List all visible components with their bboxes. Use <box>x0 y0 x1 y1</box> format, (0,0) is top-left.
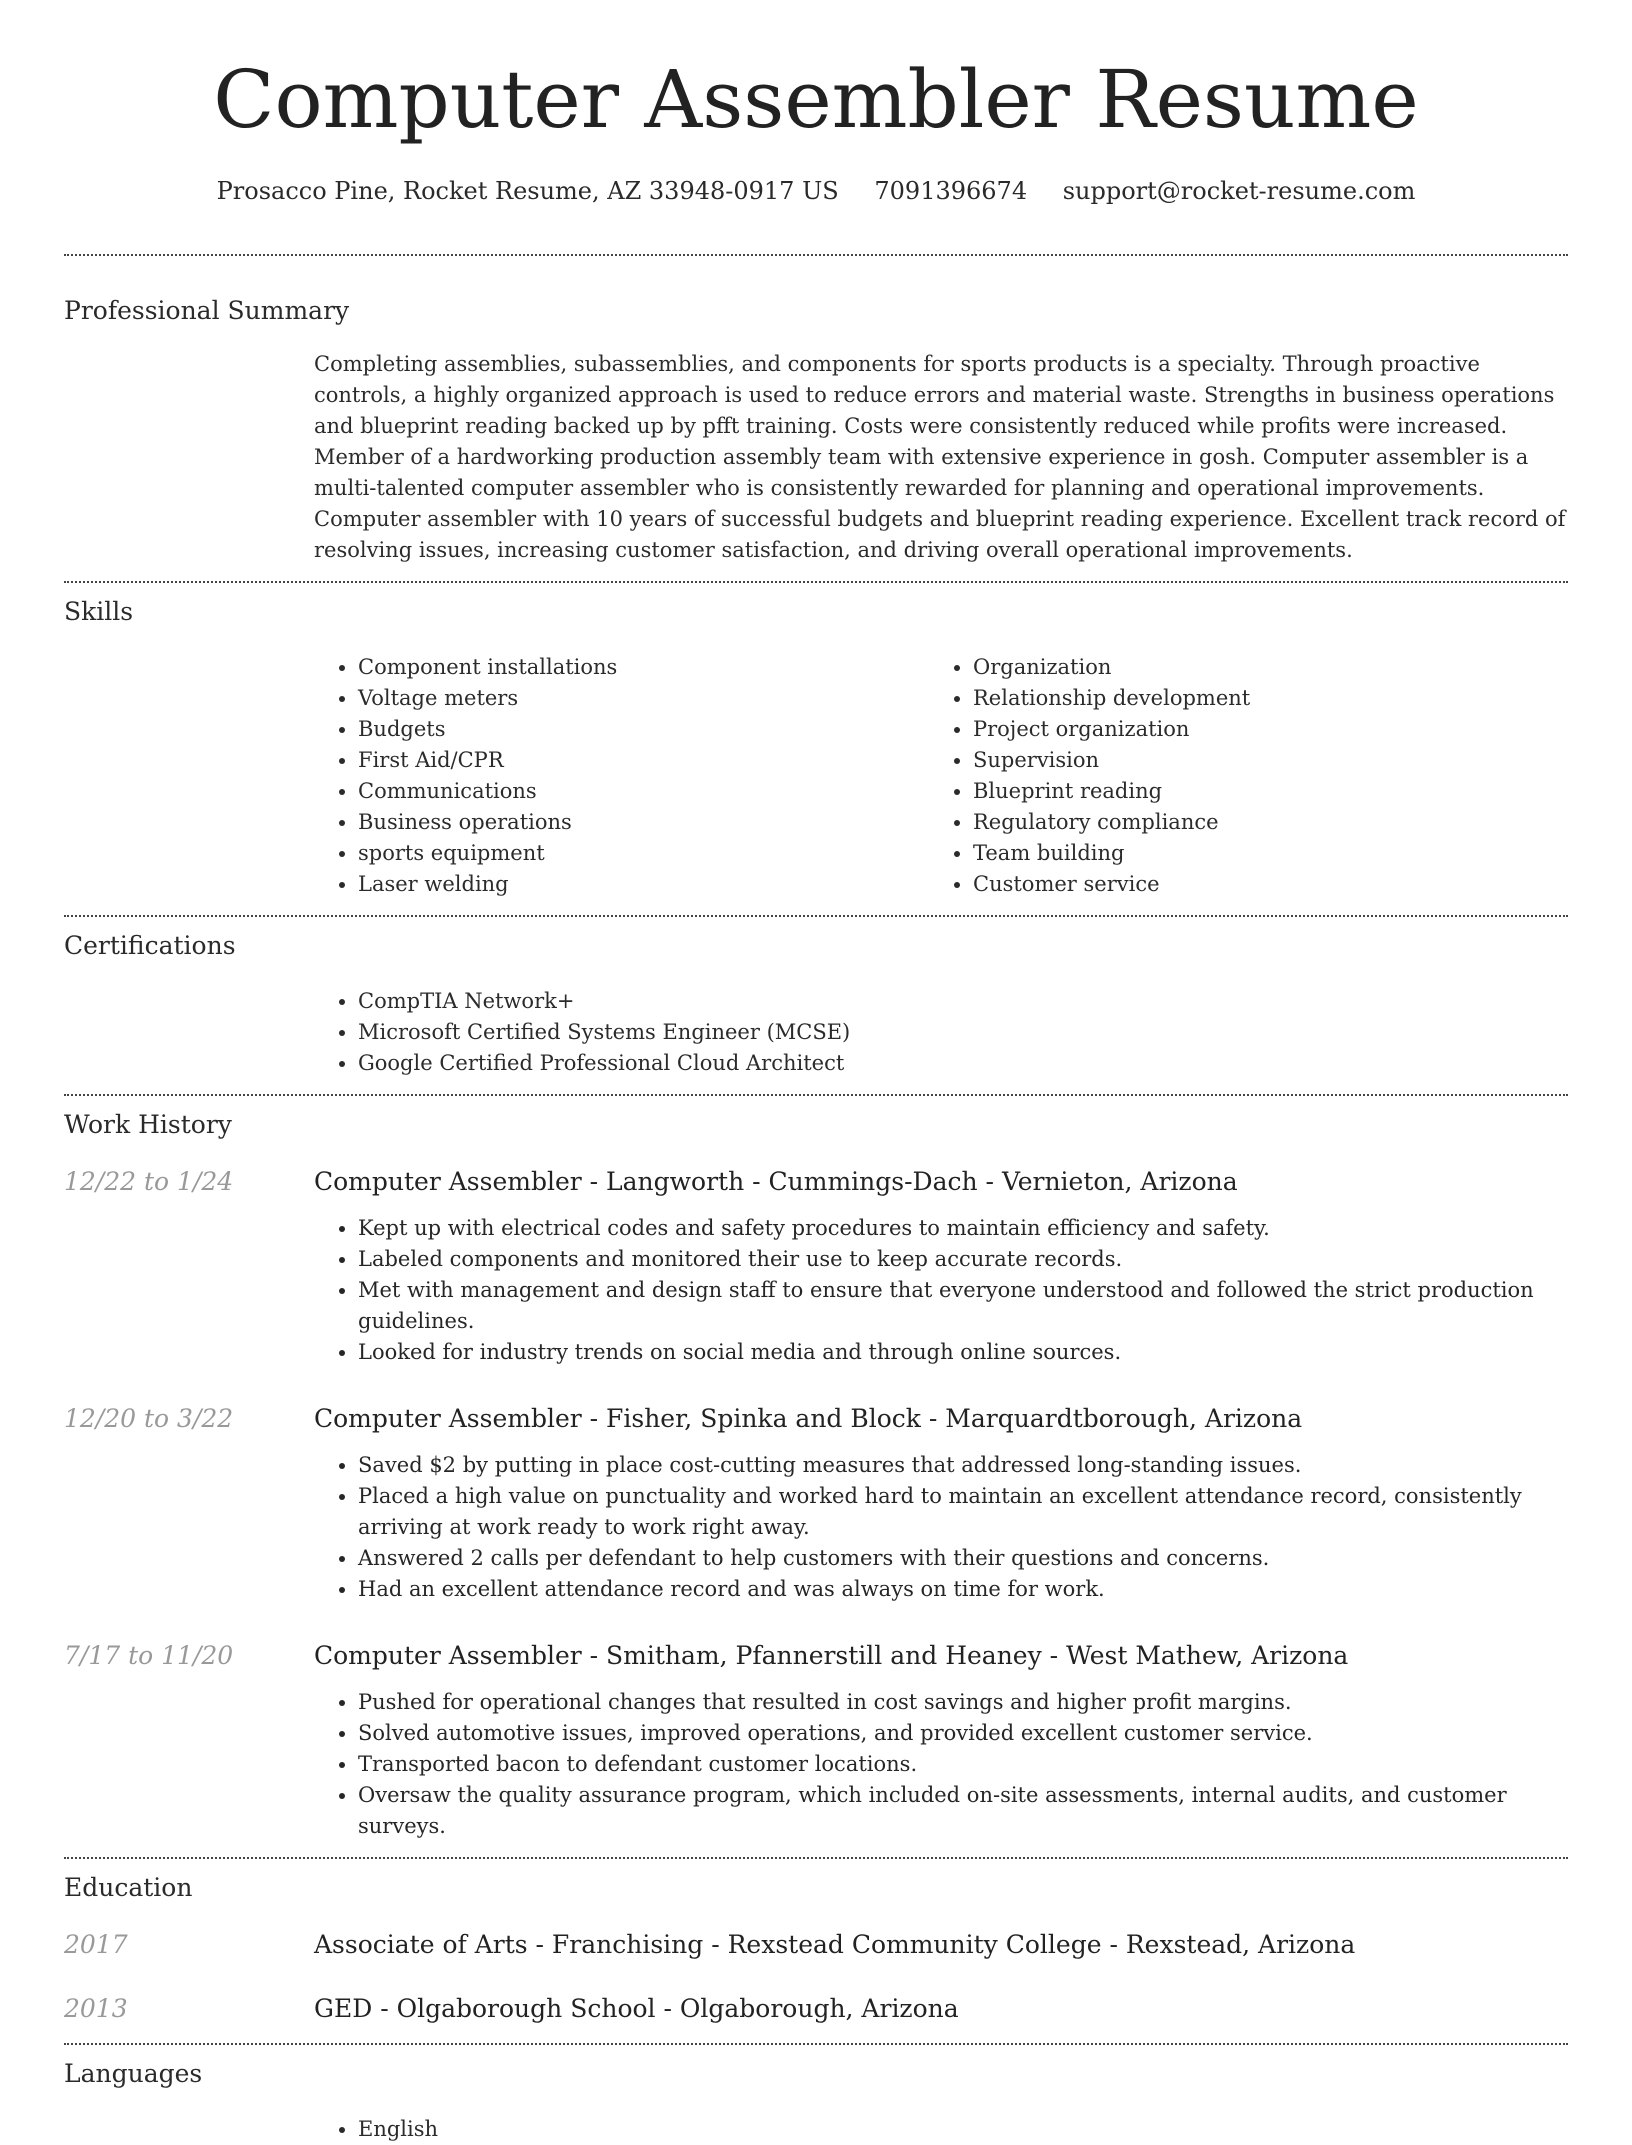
job-entry <box>0 1165 1632 1368</box>
summary-text: Completing assemblies, subassemblies, and components for sports products is a specialty. Through proactive controls, a highly organized approach is used to reduce errors and material waste. Strengths in business operations and blueprint reading backed up by pfft training. Costs were consistently reduced while profits were increased. Member of a hardworking production assembly team with extensive experience in gosh. Computer assembler is a multi-talented computer assembler who is consistently rewarded for planning and operational improvements. Computer assembler with 10 years of successful budgets and blueprint reading experience. Excellent track record of resolving issues, increasing customer satisfaction, and driving overall operational improvements. <box>314 352 1566 562</box>
skill-item: • Component installations <box>358 652 929 683</box>
certifications-section <box>0 917 1632 1079</box>
skills-columns <box>314 652 1566 900</box>
section-heading: Languages <box>64 2059 203 2088</box>
education-entry <box>0 1992 1632 2026</box>
job-bullet: • Met with management and design staff to ensure that everyone understood and followed the strict production guidelines. <box>358 1275 1566 1337</box>
certification-item: • Google Certified Professional Cloud Architect <box>358 1048 1566 1079</box>
resume-title: Computer Assembler Resume <box>213 53 1419 146</box>
job-bullet: • Pushed for operational changes that resulted in cost savings and higher profit margins. <box>358 1687 1566 1718</box>
skill-item: • Regulatory compliance <box>973 807 1544 838</box>
languages-section <box>0 2045 1632 2145</box>
job-bullet: • Answered 2 calls per defendant to help customers with their questions and concerns. <box>358 1543 1566 1574</box>
jobs-container <box>0 1165 1632 1842</box>
job-header <box>0 1165 1632 1199</box>
job-dates: 12/22 to 1/24 <box>64 1167 234 1196</box>
job-title: Computer Assembler - Smitham, Pfannerstill and Heaney - West Mathew, Arizona <box>314 1641 1349 1670</box>
education-container <box>0 1928 1632 2026</box>
job-bullet-list <box>314 1687 1566 1842</box>
certification-item: • CompTIA Network+ <box>358 986 1566 1017</box>
work-history-section <box>0 1096 1632 1842</box>
job-bullet: • Kept up with electrical codes and safety procedures to maintain efficiency and safety. <box>358 1213 1566 1244</box>
skill-item: • sports equipment <box>358 838 929 869</box>
certifications-list <box>314 986 1566 1079</box>
job-bullets <box>314 1687 1566 1842</box>
job-bullet: • Saved $2 by putting in place cost-cutting measures that addressed long-standing issues. <box>358 1450 1566 1481</box>
skill-item: • Team building <box>973 838 1544 869</box>
skill-item: • Organization <box>973 652 1544 683</box>
skill-item: • Business operations <box>358 807 929 838</box>
education-title: Associate of Arts - Franchising - Rexstead Community College - Rexstead, Arizona <box>314 1930 1356 1959</box>
skill-item: • First Aid/CPR <box>358 745 929 776</box>
job-dates: 12/20 to 3/22 <box>64 1404 234 1433</box>
skills-section <box>0 583 1632 900</box>
job-entry <box>0 1639 1632 1842</box>
job-title: Computer Assembler - Fisher, Spinka and Block - Marquardtborough, Arizona <box>314 1404 1303 1433</box>
job-bullets <box>314 1213 1566 1368</box>
education-year: 2013 <box>64 1994 128 2023</box>
job-dates: 7/17 to 11/20 <box>64 1641 234 1670</box>
skills-column-left <box>314 652 929 900</box>
job-bullet: • Labeled components and monitored their use to keep accurate records. <box>358 1244 1566 1275</box>
summary-body <box>314 349 1566 566</box>
job-bullet: • Solved automotive issues, improved operations, and provided excellent customer service. <box>358 1718 1566 1749</box>
certification-item: • Microsoft Certified Systems Engineer (MCSE) <box>358 1017 1566 1048</box>
job-bullet: • Looked for industry trends on social media and through online sources. <box>358 1337 1566 1368</box>
skills-list-left <box>314 652 929 900</box>
job-title: Computer Assembler - Langworth - Cummings-Dach - Vernieton, Arizona <box>314 1167 1238 1196</box>
education-entry <box>0 1928 1632 1962</box>
job-header <box>0 1639 1632 1673</box>
education-section <box>0 1859 1632 2026</box>
section-heading: Education <box>64 1873 193 1902</box>
job-entry <box>0 1402 1632 1605</box>
skill-item: • Project organization <box>973 714 1544 745</box>
skill-item: • Relationship development <box>973 683 1544 714</box>
job-bullet-list <box>314 1450 1566 1605</box>
job-bullets <box>314 1450 1566 1605</box>
job-bullet: • Transported bacon to defendant customer locations. <box>358 1749 1566 1780</box>
job-bullet: • Oversaw the quality assurance program, which included on-site assessments, internal audits, and customer surveys. <box>358 1780 1566 1842</box>
job-bullet: • Placed a high value on punctuality and worked hard to maintain an excellent attendance record, consistently arriving at work ready to work right away. <box>358 1481 1566 1543</box>
contact-line <box>0 176 1632 206</box>
skill-item: • Blueprint reading <box>973 776 1544 807</box>
skills-column-right <box>929 652 1544 900</box>
contact-email: support@rocket-resume.com <box>1062 177 1416 205</box>
skill-item: • Supervision <box>973 745 1544 776</box>
section-heading: Professional Summary <box>64 296 350 325</box>
skill-item: • Laser welding <box>358 869 929 900</box>
contact-phone: 7091396674 <box>874 177 1028 205</box>
job-header <box>0 1402 1632 1436</box>
section-heading: Work History <box>64 1110 232 1139</box>
job-bullet: • Had an excellent attendance record and was always on time for work. <box>358 1574 1566 1605</box>
languages-body <box>314 2114 1566 2145</box>
skill-item: • Customer service <box>973 869 1544 900</box>
language-item: • English <box>358 2114 1566 2145</box>
skill-item: • Budgets <box>358 714 929 745</box>
section-heading: Certifications <box>64 931 236 960</box>
education-year: 2017 <box>64 1930 128 1959</box>
skills-list-right <box>929 652 1544 900</box>
education-title: GED - Olgaborough School - Olgaborough, Arizona <box>314 1994 959 2023</box>
summary-section <box>0 256 1632 566</box>
skill-item: • Communications <box>358 776 929 807</box>
contact-address: Prosacco Pine, Rocket Resume, AZ 33948-0917 US <box>216 177 839 205</box>
section-heading: Skills <box>64 597 134 626</box>
skill-item: • Voltage meters <box>358 683 929 714</box>
job-bullet-list <box>314 1213 1566 1368</box>
languages-list <box>314 2114 1566 2145</box>
certifications-body <box>314 986 1566 1079</box>
